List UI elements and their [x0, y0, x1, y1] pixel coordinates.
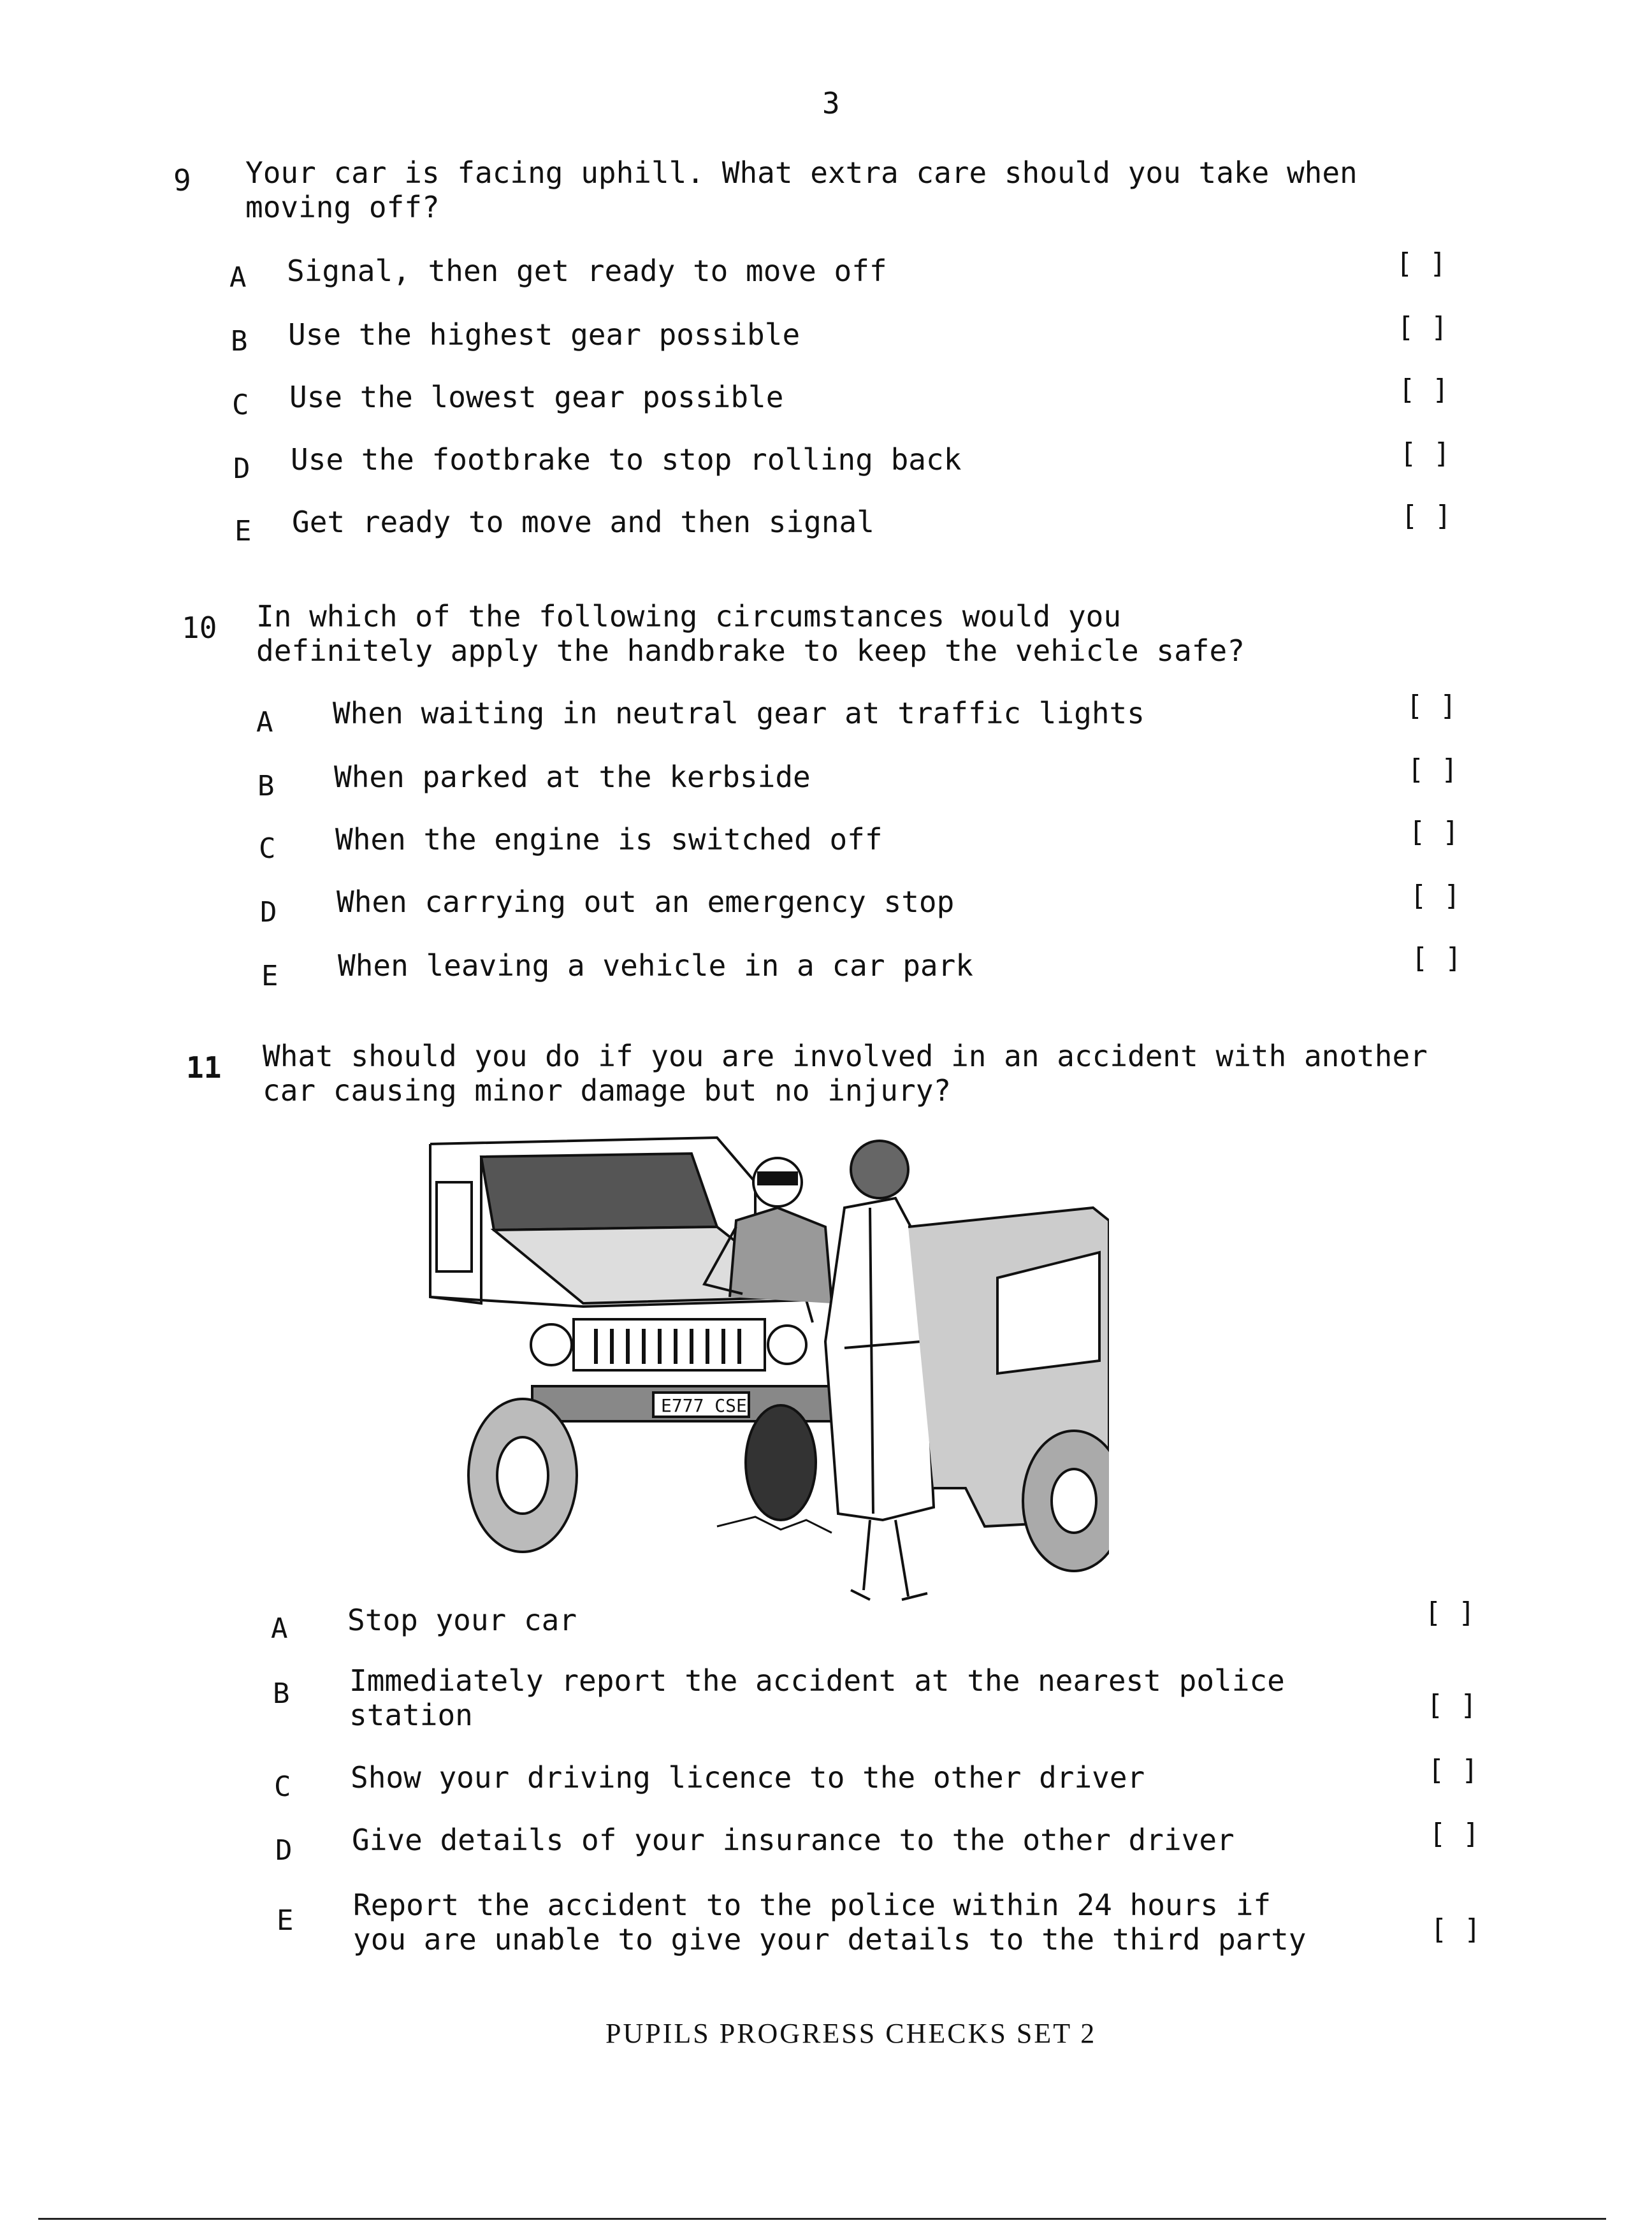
q11-option-b-letter: B: [273, 1677, 290, 1710]
q10-option-c-checkbox[interactable]: [ ]: [1409, 816, 1460, 848]
q11-option-a-letter: A: [271, 1612, 288, 1645]
q10-option-a-letter: A: [256, 706, 273, 739]
q10-option-d-letter: D: [260, 896, 277, 929]
question-10-number: 10: [182, 611, 217, 645]
q9-option-d-letter: D: [233, 453, 250, 485]
q11-option-d-checkbox[interactable]: [ ]: [1429, 1818, 1480, 1850]
q9-option-a-checkbox[interactable]: [ ]: [1396, 247, 1447, 280]
q9-option-d-checkbox[interactable]: [ ]: [1400, 437, 1451, 470]
bottom-rule: [38, 2218, 1606, 2220]
q9-option-c-letter: C: [232, 389, 249, 421]
q10-option-d-checkbox[interactable]: [ ]: [1410, 880, 1461, 912]
q9-option-a-letter: A: [229, 261, 247, 294]
woman-legs: [864, 1520, 908, 1596]
q9-option-c-text: Use the lowest gear possible: [289, 380, 784, 414]
jeep-grille: [574, 1319, 765, 1370]
q11-option-d-text: Give details of your insurance to the other driver: [352, 1823, 1235, 1857]
jeep-headlight-left: [531, 1324, 572, 1365]
q11-option-e-checkbox[interactable]: [ ]: [1430, 1913, 1481, 1946]
q11-option-e-letter: E: [277, 1904, 294, 1937]
q10-option-c-text: When the engine is switched off: [335, 822, 883, 857]
q10-option-e-text: When leaving a vehicle in a car park: [338, 948, 973, 983]
question-9-text: Your car is facing uphill. What extra care should you take when moving off?: [245, 156, 1358, 224]
q11-option-b-text: Immediately report the accident at the nearest police station: [349, 1663, 1285, 1732]
number-plate-text: E777 CSE: [661, 1395, 747, 1416]
page-number: 3: [822, 86, 840, 120]
q10-option-d-text: When carrying out an emergency stop: [337, 885, 955, 919]
q11-option-c-text: Show your driving licence to the other driver: [351, 1760, 1145, 1795]
q10-option-e-letter: E: [261, 960, 279, 992]
man-body: [730, 1208, 832, 1303]
q11-option-e-text: Report the accident to the police within 24 hours if you are unable to give your details to the third party: [353, 1888, 1307, 1957]
q11-option-d-letter: D: [275, 1834, 293, 1867]
q9-option-b-checkbox[interactable]: [ ]: [1397, 311, 1448, 344]
q10-option-a-checkbox[interactable]: [ ]: [1406, 690, 1457, 722]
q11-option-c-letter: C: [274, 1770, 291, 1803]
q9-option-e-checkbox[interactable]: [ ]: [1401, 500, 1452, 532]
q9-option-a-text: Signal, then get ready to move off: [287, 254, 887, 288]
q10-option-a-text: When waiting in neutral gear at traffic lights: [333, 696, 1145, 730]
q10-option-b-text: When parked at the kerbside: [334, 760, 811, 794]
q9-option-e-letter: E: [235, 515, 252, 547]
q10-option-c-letter: C: [259, 832, 276, 865]
q9-option-c-checkbox[interactable]: [ ]: [1398, 373, 1449, 406]
car-accident-illustration: [424, 1131, 1109, 1616]
q11-option-a-checkbox[interactable]: [ ]: [1424, 1596, 1475, 1629]
q11-option-b-checkbox[interactable]: [ ]: [1426, 1689, 1477, 1721]
jeep-wheel-right: [746, 1405, 816, 1520]
woman-head: [851, 1141, 908, 1198]
q9-option-b-text: Use the highest gear possible: [288, 317, 801, 352]
question-11-text: What should you do if you are involved in an accident with another car causing minor damage but no injury?: [263, 1039, 1428, 1108]
q11-option-c-checkbox[interactable]: [ ]: [1428, 1754, 1479, 1786]
q9-option-d-text: Use the footbrake to stop rolling back: [291, 442, 962, 477]
jeep-headlight-right: [768, 1326, 806, 1364]
question-11-number: 11: [186, 1050, 222, 1085]
page-footer: PUPILS PROGRESS CHECKS SET 2: [605, 2018, 1097, 2049]
q10-option-b-checkbox[interactable]: [ ]: [1407, 753, 1458, 786]
q9-option-b-letter: B: [231, 325, 248, 358]
question-9-number: 9: [173, 163, 191, 198]
q10-option-e-checkbox[interactable]: [ ]: [1411, 942, 1462, 974]
jeep-windshield: [481, 1154, 717, 1230]
q10-option-b-letter: B: [257, 770, 275, 802]
question-10-text: In which of the following circumstances would you definitely apply the handbrake to keep the vehicle safe?: [256, 599, 1245, 668]
q11-option-a-text: Stop your car: [347, 1603, 577, 1637]
q9-option-e-text: Get ready to move and then signal: [292, 505, 874, 539]
